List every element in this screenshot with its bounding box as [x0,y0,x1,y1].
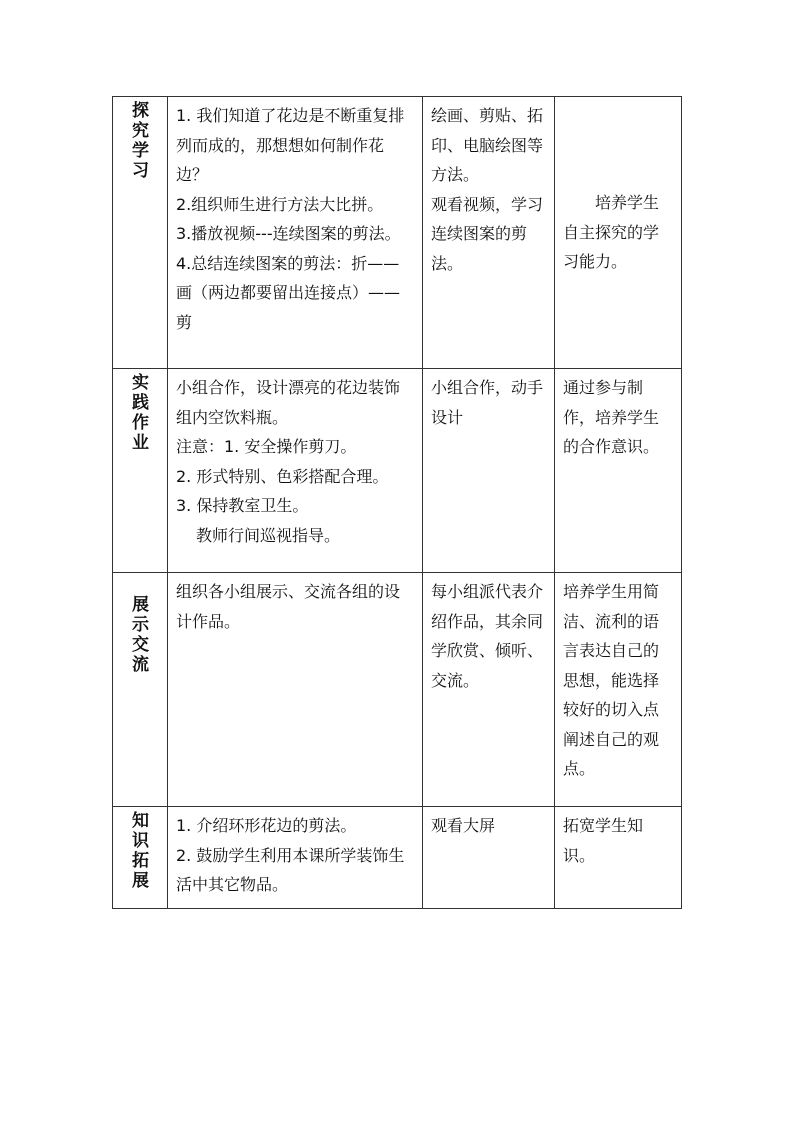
intent-text: 拓宽学生知识。 [563,816,644,865]
content-cell [168,369,423,573]
stage-label: 知识拓展 [132,811,149,891]
intent-text: 培养学生用简洁、流利的语言表达自己的思想，能选择较好的切入点阐述自己的观点。 [563,582,660,778]
intent-cell [555,369,682,573]
student-line: 绘画、剪贴、拓印、电脑绘图等方法。 [431,106,544,184]
content-cell [168,97,423,369]
stage-cell [113,369,168,573]
content-line: 3.播放视频---连续图案的剪法。 [176,224,401,243]
student-line: 观看大屏 [431,816,496,835]
table-row [113,97,682,369]
content-line: 4.总结连续图案的剪法：折——画（两边都要留出连接点）——剪 [176,253,401,332]
student-line: 每小组派代表介绍作品，其余同学欣赏、倾听、交流。 [431,582,544,690]
intent-text: 通过参与制作，培养学生的合作意识。 [563,378,660,456]
table-row [113,369,682,573]
student-activity-cell [423,369,555,573]
intent-cell [555,97,682,369]
stage-label: 实践作业 [132,373,149,453]
lesson-plan-table [112,96,682,909]
student-activity-cell [423,97,555,369]
stage-label: 探究学习 [132,101,149,181]
content-line: 3. 保持教室卫生。 [176,496,309,515]
content-line: 2. 鼓励学生利用本课所学装饰生活中其它物品。 [176,845,405,894]
content-line: 教师行间巡视指导。 [196,525,341,545]
intent-cell [555,573,682,807]
intent-text: 培养学生自主探究的学习能力。 [563,193,660,272]
student-line: 观看视频，学习连续图案的剪法。 [431,194,544,273]
student-line: 小组合作，动手设计 [431,378,544,427]
intent-cell [555,807,682,909]
content-line: 2.组织师生进行方法大比拼。 [176,194,384,214]
stage-cell [113,573,168,807]
student-activity-cell [423,573,555,807]
content-line: 2. 形式特别、色彩搭配合理。 [176,466,389,486]
content-line: 注意：1. 安全操作剪刀。 [176,437,357,456]
student-activity-cell [423,807,555,909]
content-line: 小组合作，设计漂亮的花边装饰组内空饮料瓶。 [176,378,401,427]
content-line: 组织各小组展示、交流各组的设计作品。 [176,582,401,631]
table-row [113,807,682,909]
content-cell [168,807,423,909]
table-row [113,573,682,807]
stage-label: 展示交流 [132,595,149,675]
content-cell [168,573,423,807]
stage-cell [113,807,168,909]
content-line: 1. 我们知道了花边是不断重复排列而成的，那想想如何制作花边？ [176,106,405,184]
stage-cell [113,97,168,369]
content-line: 1. 介绍环形花边的剪法。 [176,816,357,835]
